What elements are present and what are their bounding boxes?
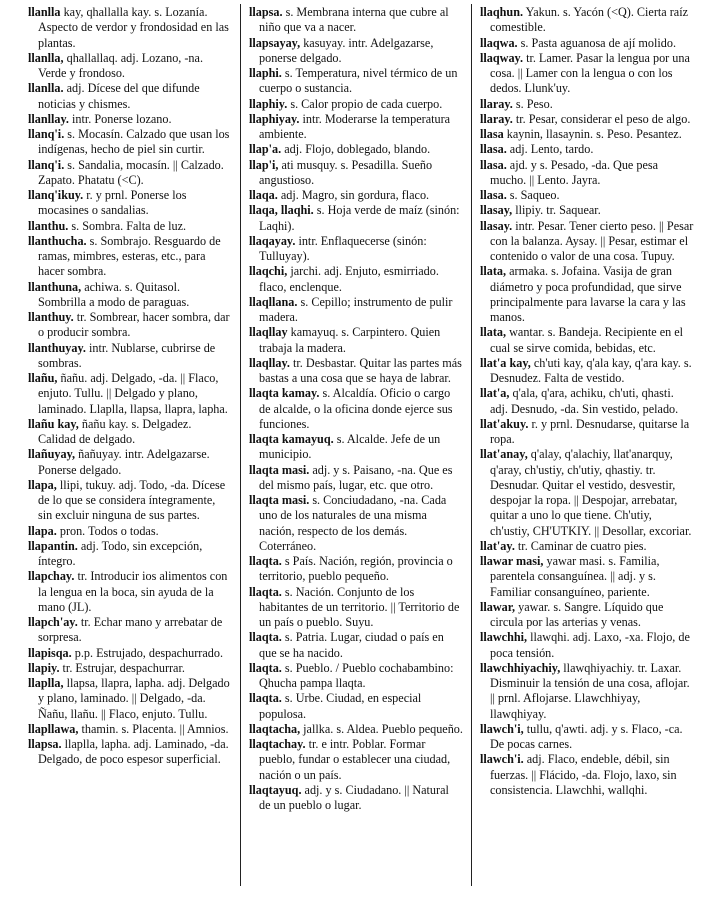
dictionary-entry xyxy=(480,325,694,356)
entry-headword: llaqtayuq. xyxy=(249,782,302,797)
entry-definition: s. Pasta aguanosa de ají molido. xyxy=(520,35,677,50)
entry-headword: llanthuna, xyxy=(28,279,82,294)
dictionary-entry xyxy=(249,386,463,432)
entry-definition: llipiy. tr. Saquear. xyxy=(515,203,601,218)
dictionary-entry xyxy=(249,554,463,585)
entry-definition: adj. Todo, sin excepción, íntegro. xyxy=(38,538,203,568)
entry-definition: adj. y s. Paisano, -na. Que es del mismo país, lugar, etc. que otro. xyxy=(259,462,453,492)
dictionary-entry xyxy=(249,158,463,189)
entry-headword: llap'a. xyxy=(249,142,282,157)
dictionary-entry xyxy=(249,463,463,494)
entry-definition: s. Pueblo. / Pueblo cochabambino: Qhucha pampa llaqta. xyxy=(259,660,454,690)
entry-definition: Yakun. s. Yacón (<Q). Cierta raíz comestible. xyxy=(490,5,688,35)
entry-definition: llipi, tukuy. adj. Todo, -da. Dícese de lo que se considera íntegramente, sin excluir ninguna de sus partes. xyxy=(38,477,226,523)
entry-headword: llaray. xyxy=(480,96,513,111)
entry-headword: llaqllay. xyxy=(249,355,290,370)
entry-headword: llawar masi, xyxy=(480,554,544,568)
entry-headword: llawar, xyxy=(480,599,516,614)
column-2 xyxy=(249,5,463,892)
entry-definition: intr. Enflaquecerse (sinón: Tulluyay). xyxy=(259,233,427,263)
entry-headword: llañu, xyxy=(28,371,58,385)
dictionary-entry xyxy=(480,51,694,97)
dictionary-entry xyxy=(249,234,463,265)
entry-headword: llanq'ikuy. xyxy=(28,188,84,202)
dictionary-entry xyxy=(480,219,694,265)
entry-definition: tr. e intr. Poblar. Formar pueblo, fundar o establecer una ciudad, nación o un país. xyxy=(259,737,451,782)
entry-headword: llawch'i, xyxy=(480,721,524,736)
dictionary-entry xyxy=(480,5,694,36)
entry-headword: llapllawa, xyxy=(28,721,79,736)
entry-headword: llapsayay, xyxy=(249,35,301,50)
dictionary-entry xyxy=(480,539,694,554)
entry-definition: tullu, q'awti. adj. y s. Flaco, -ca. De pocas carnes. xyxy=(490,721,683,751)
entry-headword: llaqta masi. xyxy=(249,493,310,507)
entry-definition: tr. Desbastar. Quitar las partes más bastas a una cosa que se haya de labrar. xyxy=(259,355,462,385)
entry-definition: s. Mocasín. Calzado que usan los indígenas, hecho de piel sin curtir. xyxy=(38,127,230,157)
entry-headword: llapsa. xyxy=(28,737,62,751)
dictionary-entry xyxy=(480,264,694,325)
entry-headword: llaplla, xyxy=(28,676,64,690)
entry-definition: kamayuq. s. Carpintero. Quien trabaja la madera. xyxy=(259,325,441,355)
entry-definition: tr. Lamer. Pasar la lengua por una cosa. || Lamer con la lengua o con los dedos. Llunk'uy. xyxy=(490,50,690,96)
entry-definition: ñañu kay. s. Delgadez. Calidad de delgado. xyxy=(38,416,192,446)
dictionary-entry xyxy=(249,356,463,387)
entry-headword: llaphiyay. xyxy=(249,111,300,126)
dictionary-entry xyxy=(480,661,694,722)
entry-headword: llaqta. xyxy=(249,691,282,706)
entry-headword: llaqllay xyxy=(249,325,288,340)
entry-definition: adj. y s. Ciudadano. || Natural de un pueblo o lugar. xyxy=(259,782,449,812)
dictionary-entry xyxy=(28,478,231,524)
dictionary-entry xyxy=(249,66,463,97)
entry-definition: p.p. Estrujado, despachurrado. xyxy=(74,645,223,660)
entry-headword: llaqta kamay. xyxy=(249,386,320,401)
entry-definition: ch'uti kay, q'ala kay, q'ara kay. s. Desnudez. Falta de vestido. xyxy=(490,355,692,385)
entry-definition: s. Patria. Lugar, ciudad o país en que se ha nacido. xyxy=(259,630,444,660)
dictionary-entry xyxy=(28,539,231,570)
dictionary-entry xyxy=(28,722,231,737)
entry-headword: llaqta masi. xyxy=(249,462,310,477)
entry-headword: llasa. xyxy=(480,188,507,202)
entry-definition: adj. Flojo, doblegado, blando. xyxy=(284,142,431,157)
entry-headword: llasay, xyxy=(480,203,513,218)
dictionary-entry xyxy=(249,493,463,554)
entry-headword: llaqtacha, xyxy=(249,721,301,736)
entry-definition: s. Urbe. Ciudad, en especial populosa. xyxy=(259,691,422,721)
entry-definition: tr. Caminar de cuatro pies. xyxy=(517,538,647,553)
dictionary-entry xyxy=(28,371,231,417)
entry-definition: tr. Estrujar, despachurrar. xyxy=(62,660,185,675)
dictionary-entry xyxy=(480,417,694,448)
entry-definition: tr. Echar mano y arrebatar de sorpresa. xyxy=(38,615,223,645)
dictionary-entry xyxy=(249,630,463,661)
dictionary-entry xyxy=(249,661,463,692)
entry-definition: s. Calor propio de cada cuerpo. xyxy=(290,96,443,111)
dictionary-entry xyxy=(249,737,463,783)
entry-definition: intr. Pesar. Tener cierto peso. || Pesar con la balanza. Aysay. || Pesar, estimar el contenido o valor de una cosa. Tupuy. xyxy=(490,218,694,263)
entry-definition: llapsa, llapra, lapha. adj. Delgado y plano, laminado. || Delgado, -da. Ñañu, llañu. || Flaco, enjuto. Tullu. xyxy=(38,676,230,721)
dictionary-entry xyxy=(480,630,694,661)
entry-headword: llaqa, llaqhi. xyxy=(249,203,314,218)
dictionary-entry xyxy=(249,325,463,356)
entry-headword: llaqta. xyxy=(249,554,282,568)
dictionary-entry xyxy=(249,783,463,814)
entry-definition: s. Temperatura, nivel térmico de un cuerpo o sustancia. xyxy=(259,66,458,96)
column-3 xyxy=(480,5,694,892)
entry-definition: r. y prnl. Ponerse los mocasines o sandalias. xyxy=(38,188,187,218)
dictionary-entry xyxy=(28,310,231,341)
entry-headword: llasa. xyxy=(480,142,507,157)
entry-headword: llat'anay, xyxy=(480,447,528,462)
entry-definition: qhallallaq. adj. Lozano, -na. Verde y frondoso. xyxy=(38,50,203,80)
entry-definition: s País. Nación, región, provincia o territorio, pueblo pequeño. xyxy=(259,554,453,584)
dictionary-entry xyxy=(480,356,694,387)
dictionary-entry xyxy=(480,554,694,600)
entry-headword: llawchhi, xyxy=(480,630,528,645)
entry-definition: s. Sombra. Falta de luz. xyxy=(71,218,187,233)
dictionary-entry xyxy=(249,203,463,234)
entry-headword: llanthu. xyxy=(28,218,69,233)
entry-definition: adj. Lento, tardo. xyxy=(509,142,594,157)
entry-definition: tr. Pesar, considerar el peso de algo. xyxy=(515,111,691,126)
entry-headword: llapsa. xyxy=(249,5,283,19)
entry-definition: s. Alcalde. Jefe de un municipio. xyxy=(259,432,441,462)
dictionary-entry xyxy=(28,676,231,722)
entry-definition: tr. Sombrear, hacer sombra, dar o producir sombra. xyxy=(38,310,230,340)
entry-definition: s. Alcaldía. Oficio o cargo de alcalde, o la oficina donde ejerce sus funciones. xyxy=(259,386,453,431)
dictionary-entry xyxy=(480,203,694,218)
entry-definition: intr. Moderarse la temperatura ambiente. xyxy=(259,111,451,141)
entry-headword: llanq'i. xyxy=(28,127,65,141)
entry-headword: llaqway. xyxy=(480,50,524,65)
entry-headword: llaqwa. xyxy=(480,35,518,50)
entry-headword: llaqta. xyxy=(249,660,282,675)
entry-headword: llata, xyxy=(480,325,507,340)
entry-headword: llat'ay. xyxy=(480,538,515,553)
entry-headword: llanthuyay. xyxy=(28,340,86,355)
dictionary-entry xyxy=(28,447,231,478)
entry-headword: llat'akuy. xyxy=(480,416,529,431)
entry-headword: llapiy. xyxy=(28,660,60,675)
dictionary-entry xyxy=(480,97,694,112)
entry-definition: thamin. s. Placenta. || Amnios. xyxy=(81,721,229,736)
dictionary-entry xyxy=(480,600,694,631)
entry-definition: kaynin, llasaynin. s. Peso. Pesantez. xyxy=(506,127,682,141)
dictionary-entry xyxy=(480,36,694,51)
entry-headword: llaqta. xyxy=(249,630,282,645)
entry-definition: s. Sombrajo. Resguardo de ramas, mimbres, esteras, etc., para hacer sombra. xyxy=(38,233,221,279)
dictionary-entry xyxy=(480,127,694,142)
dictionary-entry xyxy=(249,264,463,295)
entry-headword: llapisqa. xyxy=(28,645,72,660)
entry-definition: q'alay, q'alachiy, llat'anarquy, q'aray, ch'ustiy, ch'utiy, qhastiy. tr. Desnudar. Quitar el vestido, desvestir, despojar la ropa. || Despojar, arrebatar, quitar a uno lo que tiene. Ch'utiy, ch'ustiy, CH'UTKIY. || Desollar, excoriar. xyxy=(490,447,692,538)
entry-headword: llaqta. xyxy=(249,584,282,599)
entry-headword: llaqhun. xyxy=(480,5,524,19)
entry-headword: llaqta kamayuq. xyxy=(249,432,334,446)
entry-definition: wantar. s. Bandeja. Recipiente en el cual se sirve comida, bebidas, etc. xyxy=(490,325,684,355)
dictionary-entry xyxy=(249,142,463,157)
entry-headword: llapch'ay. xyxy=(28,615,78,629)
entry-headword: llata, xyxy=(480,264,507,279)
dictionary-entry xyxy=(28,615,231,646)
entry-headword: llaphiy. xyxy=(249,96,288,111)
dictionary-entry xyxy=(28,234,231,280)
dictionary-entry xyxy=(28,569,231,615)
dictionary-entry xyxy=(480,158,694,189)
entry-headword: llasay. xyxy=(480,218,513,233)
entry-definition: kasuyay. intr. Adelgazarse, ponerse delgado. xyxy=(259,35,434,65)
dictionary-entry xyxy=(28,737,231,768)
dictionary-entry xyxy=(249,585,463,631)
entry-definition: llawqhi. adj. Laxo, -xa. Flojo, de poca tensión. xyxy=(490,630,690,660)
entry-definition: adj. Flaco, endeble, débil, sin fuerzas. || Flácido, -da. Flojo, laxo, sin consistencia. Llawchhi, wallqhi. xyxy=(490,752,677,797)
entry-definition: kay, qhallalla kay. s. Lozanía. Aspecto de verdor y frondosidad en las plantas. xyxy=(38,5,229,50)
entry-headword: llasa. xyxy=(480,157,507,172)
dictionary-entry xyxy=(249,432,463,463)
entry-headword: llanthucha. xyxy=(28,233,87,248)
dictionary-entry xyxy=(28,219,231,234)
entry-headword: llaqayay. xyxy=(249,233,296,248)
entry-headword: llaqchi, xyxy=(249,264,288,279)
entry-definition: ñañu. adj. Delgado, -da. || Flaco, enjuto. Tullu. || Delgado y plano, laminado. Llaplla, llapsa, llapra, lapha. xyxy=(38,371,228,416)
dictionary-entry xyxy=(480,142,694,157)
entry-definition: s. Conciudadano, -na. Cada uno de los naturales de una misma nación, respecto de los demás. Coterráneo. xyxy=(259,493,447,553)
dictionary-entry xyxy=(249,36,463,67)
entry-definition: ñañuyay. intr. Adelgazarse. Ponerse delgado. xyxy=(38,447,210,477)
dictionary-entry xyxy=(28,646,231,661)
entry-definition: s. Peso. xyxy=(515,96,553,111)
entry-definition: achiwa. s. Quitasol. Sombrilla a modo de paraguas. xyxy=(38,279,190,309)
entry-definition: llaplla, lapha. adj. Laminado, -da. Delgado, de poco espesor superficial. xyxy=(38,737,229,767)
dictionary-entry xyxy=(249,112,463,143)
entry-headword: llanthuy. xyxy=(28,310,74,324)
entry-definition: tr. Introducir ios alimentos con la lengua en la boca, sin ayuda de la mano (JL). xyxy=(38,569,228,614)
dictionary-entry xyxy=(28,5,231,51)
entry-headword: llat'a kay, xyxy=(480,355,531,370)
entry-headword: llañuyay, xyxy=(28,447,76,462)
entry-definition: s. Sandalia, mocasín. || Calzado. Zapato. Phatatu (<C). xyxy=(38,157,224,187)
entry-definition: yawar. s. Sangre. Líquido que circula por las arterias y venas. xyxy=(490,599,664,629)
dictionary-entry xyxy=(480,188,694,203)
dictionary-entry xyxy=(480,722,694,753)
entry-headword: llaray. xyxy=(480,111,513,126)
dictionary-entry xyxy=(480,386,694,417)
dictionary-entry xyxy=(28,127,231,158)
dictionary-entry xyxy=(480,752,694,798)
entry-definition: llawqhiyachiy. tr. Laxar. Disminuir la tensión de una cosa, aflojar. || prnl. Aflojarse. Llawchhiyay, llawqhiyay. xyxy=(490,660,690,721)
entry-definition: s. Saqueo. xyxy=(509,188,560,202)
entry-definition: s. Hoja verde de maíz (sinón: Laqhi). xyxy=(259,203,460,233)
entry-headword: llapchay. xyxy=(28,569,75,584)
dictionary-entry xyxy=(249,691,463,722)
entry-headword: llaphi. xyxy=(249,66,282,80)
entry-definition: ati musquy. s. Pesadilla. Sueño angustioso. xyxy=(259,157,433,187)
dictionary-entry xyxy=(28,51,231,82)
dictionary-entry xyxy=(28,81,231,112)
entry-definition: intr. Ponerse lozano. xyxy=(72,111,172,126)
entry-definition: pron. Todos o todas. xyxy=(59,523,159,538)
entry-headword: llapa. xyxy=(28,523,57,538)
dictionary-entry xyxy=(480,447,694,539)
entry-definition: q'ala, q'ara, achiku, ch'uti, qhasti. adj. Desnudo, -da. Sin vestido, pelado. xyxy=(490,386,679,416)
entry-definition: jarchi. adj. Enjuto, esmirriado. flaco, enclenque. xyxy=(259,264,439,294)
dictionary-entry xyxy=(28,661,231,676)
entry-headword: llasa xyxy=(480,127,504,141)
entry-headword: llap'i, xyxy=(249,157,279,172)
entry-headword: llaqllana. xyxy=(249,294,298,309)
entry-headword: llawch'i. xyxy=(480,752,524,767)
dictionary-entry xyxy=(28,188,231,219)
entry-headword: llapa, xyxy=(28,477,57,492)
entry-headword: llanlla. xyxy=(28,81,64,96)
entry-definition: adj. Magro, sin gordura, flaco. xyxy=(280,188,430,202)
entry-headword: llanlla xyxy=(28,5,61,19)
column-1 xyxy=(28,5,231,892)
dictionary-entry xyxy=(28,112,231,127)
dictionary-entry xyxy=(28,341,231,372)
entry-definition: ajd. y s. Pesado, -da. Que pesa mucho. || Lento. Jayra. xyxy=(490,157,659,187)
entry-headword: llanq'i. xyxy=(28,157,65,172)
entry-definition: s. Nación. Conjunto de los habitantes de un territorio. || Territorio de un país o pueblo. Suyu. xyxy=(259,584,460,629)
entry-headword: llapantin. xyxy=(28,538,78,553)
entry-definition: s. Cepillo; instrumento de pulir madera. xyxy=(259,294,453,324)
entry-headword: llaqtachay. xyxy=(249,737,306,751)
entry-definition: armaka. s. Jofaina. Vasija de gran diámetro y poca profundidad, que sirve principalmente para lavarse la cara y las manos. xyxy=(490,264,686,324)
entry-definition: s. Membrana interna que cubre al niño que va a nacer. xyxy=(259,5,449,35)
dictionary-entry xyxy=(480,112,694,127)
dictionary-entry xyxy=(28,158,231,189)
entry-definition: adj. Dícese del que difunde noticias y chismes. xyxy=(38,81,200,111)
entry-definition: r. y prnl. Desnudarse, quitarse la ropa. xyxy=(490,416,690,446)
dictionary-entry xyxy=(249,5,463,36)
dictionary-entry xyxy=(249,97,463,112)
dictionary-entry xyxy=(249,188,463,203)
entry-definition: yawar masi. s. Familia, parentela consanguínea. || adj. y s. Familiar consanguíneo, pariente. xyxy=(490,554,660,599)
column-divider xyxy=(240,4,241,886)
entry-headword: llanllay. xyxy=(28,111,69,126)
entry-headword: llat'a, xyxy=(480,386,510,401)
entry-definition: intr. Nublarse, cubrirse de sombras. xyxy=(38,340,216,370)
dictionary-entry xyxy=(28,280,231,311)
dictionary-entry xyxy=(28,417,231,448)
dictionary-entry xyxy=(249,722,463,737)
entry-headword: llawchhiyachiy, xyxy=(480,660,561,675)
entry-headword: llanlla, xyxy=(28,50,64,65)
column-divider xyxy=(471,4,472,886)
entry-headword: llañu kay, xyxy=(28,416,79,431)
entry-definition: jallka. s. Aldea. Pueblo pequeño. xyxy=(303,721,463,736)
entry-headword: llaqa. xyxy=(249,188,278,202)
dictionary-entry xyxy=(249,295,463,326)
dictionary-entry xyxy=(28,524,231,539)
